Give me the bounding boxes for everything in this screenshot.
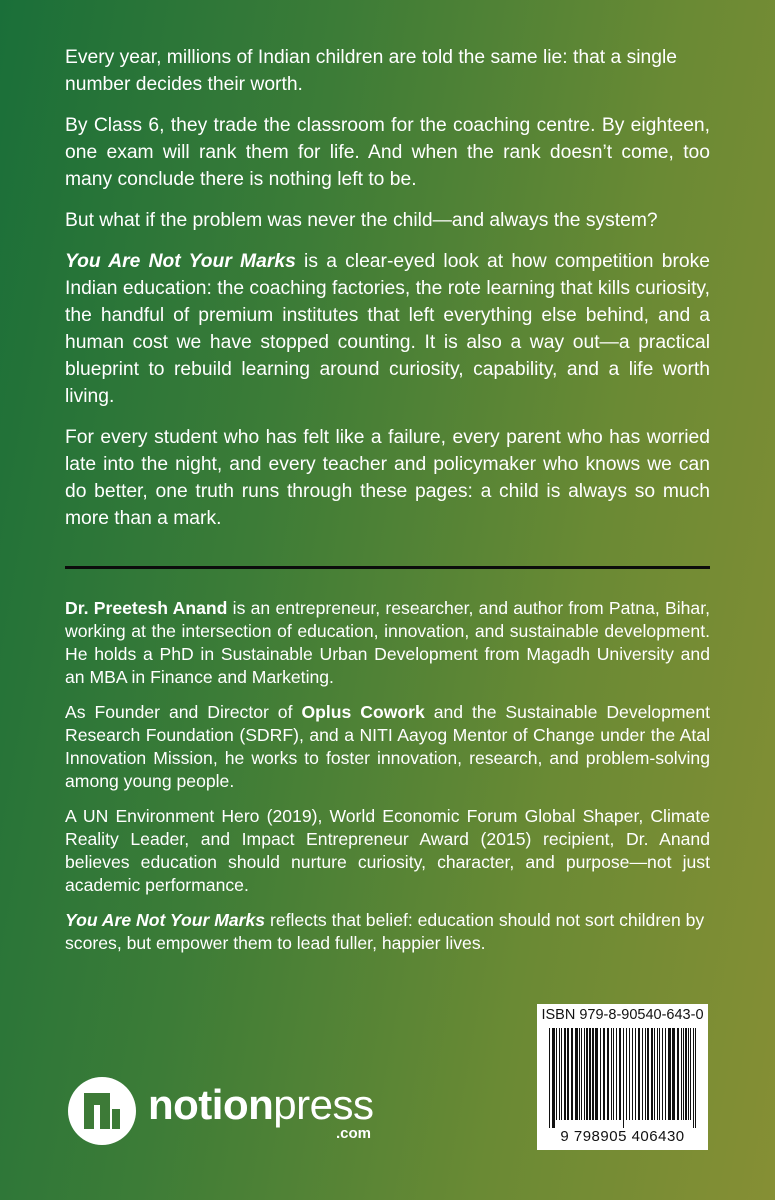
barcode-bar xyxy=(575,1028,578,1120)
barcode-bar xyxy=(607,1028,609,1120)
barcode-bar xyxy=(616,1028,617,1120)
barcode-bar xyxy=(635,1028,636,1120)
barcode-bar xyxy=(626,1028,627,1120)
barcode-bar xyxy=(665,1028,666,1120)
barcode-bar xyxy=(668,1028,671,1120)
barcode-bar xyxy=(613,1028,614,1120)
barcode-bar xyxy=(586,1028,588,1120)
blurb-paragraph-4-text: is a clear-eyed look at how competition broke Indian education: the coaching factories, the rote learning that kills curiosity, the handful of premium institutes that left everything else behind, and a human cost we have stopped counting. It is also a way out—a practical blueprint to rebuild learning around curiosity, capability, and a life worth living. xyxy=(65,251,710,407)
barcode-bar xyxy=(629,1028,630,1120)
publisher-domain: .com xyxy=(336,1125,372,1142)
publisher-word-press: press xyxy=(273,1081,374,1128)
publisher-logo xyxy=(66,1075,396,1155)
barcode-bar xyxy=(592,1028,594,1120)
barcode-bar xyxy=(571,1028,573,1120)
barcode-bar xyxy=(659,1028,660,1120)
blurb-section xyxy=(65,44,710,546)
bio-paragraph-2-pre: As Founder and Director of xyxy=(65,702,302,722)
bio-paragraph-4 xyxy=(65,909,710,955)
barcode-bars xyxy=(547,1028,698,1128)
blurb-paragraph-3: But what if the problem was never the child—and always the system? xyxy=(65,210,658,231)
bio-paragraph-1 xyxy=(65,597,710,689)
barcode-bar xyxy=(657,1028,658,1120)
barcode-bar xyxy=(672,1028,675,1120)
book-title-inline: You Are Not Your Marks xyxy=(65,251,296,272)
barcode-bar xyxy=(559,1028,560,1120)
blurb-paragraph-2: By Class 6, they trade the classroom for the coaching centre. By eighteen, one exam will rank them for life. And when the rank doesn’t come, too many conclude there is nothing left to be. xyxy=(65,115,710,190)
barcode-bar xyxy=(651,1028,653,1120)
barcode-bar xyxy=(619,1028,621,1120)
author-bio-section xyxy=(65,597,710,967)
section-divider xyxy=(65,566,710,569)
barcode-bar xyxy=(695,1028,696,1128)
barcode-bar xyxy=(693,1028,694,1128)
barcode-bar xyxy=(662,1028,663,1120)
barcode-bar xyxy=(677,1028,679,1120)
barcode-bar xyxy=(685,1028,687,1120)
barcode-bar xyxy=(600,1028,601,1120)
notionpress-logo-icon xyxy=(66,1075,138,1147)
barcode-bar xyxy=(683,1028,684,1120)
publisher-wordmark xyxy=(148,1081,373,1129)
barcode-bar xyxy=(595,1028,598,1120)
barcode-bar xyxy=(642,1028,643,1120)
barcode-bar xyxy=(589,1028,591,1120)
bio-paragraph-4-text: reflects that belief: education should not sort children by scores, but empower them to lead fuller, happier lives. xyxy=(65,910,705,953)
barcode-bar xyxy=(681,1028,682,1120)
barcode-bar xyxy=(688,1028,689,1120)
isbn-label: ISBN 979-8-90540-643-0 xyxy=(541,1007,704,1023)
barcode-bar xyxy=(564,1028,566,1120)
barcode-bar xyxy=(584,1028,585,1120)
organization-name: Oplus Cowork xyxy=(301,702,425,722)
bio-paragraph-2 xyxy=(65,701,710,793)
barcode-bar xyxy=(632,1028,633,1120)
barcode-bar xyxy=(638,1028,640,1120)
barcode-bar xyxy=(579,1028,580,1120)
isbn-barcode xyxy=(537,1004,708,1150)
barcode-bar xyxy=(561,1028,562,1120)
barcode-bar xyxy=(549,1028,550,1128)
book-title-inline-2: You Are Not Your Marks xyxy=(65,910,266,930)
barcode-bar xyxy=(581,1028,582,1120)
barcode-bar xyxy=(603,1028,605,1120)
barcode-bar xyxy=(556,1028,557,1120)
barcode-bar xyxy=(552,1028,555,1128)
barcode-bar xyxy=(690,1028,691,1120)
barcode-bar xyxy=(623,1028,624,1128)
author-name: Dr. Preetesh Anand xyxy=(65,598,228,618)
barcode-bar xyxy=(654,1028,655,1120)
publisher-word-notion: notion xyxy=(148,1081,274,1128)
blurb-paragraph-5: For every student who has felt like a failure, every parent who has worried late into the night, and every teacher and policymaker who knows we can do better, one truth runs through these pages: a child is always so much more than a mark. xyxy=(65,427,710,529)
bio-paragraph-1-text: is an entrepreneur, researcher, and author from Patna, Bihar, working at the intersection of education, innovation, and sustainable development. He holds a PhD in Sustainable Urban Development from Magadh University and an MBA in Finance and Marketing. xyxy=(65,598,710,687)
barcode-digits: 9 798905 406430 xyxy=(560,1128,685,1145)
barcode-bar xyxy=(567,1028,569,1120)
bio-paragraph-2-text: and the Sustainable Development Research Foundation (SDRF), and a NITI Aayog Mentor of Change under the Atal Innovation Mission, he works to foster innovation, research, and problem-solving among young people. xyxy=(65,702,710,791)
barcode-bar xyxy=(647,1028,649,1120)
blurb-paragraph-1: Every year, millions of Indian children are told the same lie: that a single number decides their worth. xyxy=(65,47,677,95)
blurb-paragraph-4 xyxy=(65,248,710,410)
bio-paragraph-3: A UN Environment Hero (2019), World Economic Forum Global Shaper, Climate Reality Leader, and Impact Entrepreneur Award (2015) recipient, Dr. Anand believes education should nurture curiosity, character, and purpose—not just academic performance. xyxy=(65,806,710,895)
barcode-bar xyxy=(611,1028,612,1120)
barcode-bar xyxy=(645,1028,646,1120)
